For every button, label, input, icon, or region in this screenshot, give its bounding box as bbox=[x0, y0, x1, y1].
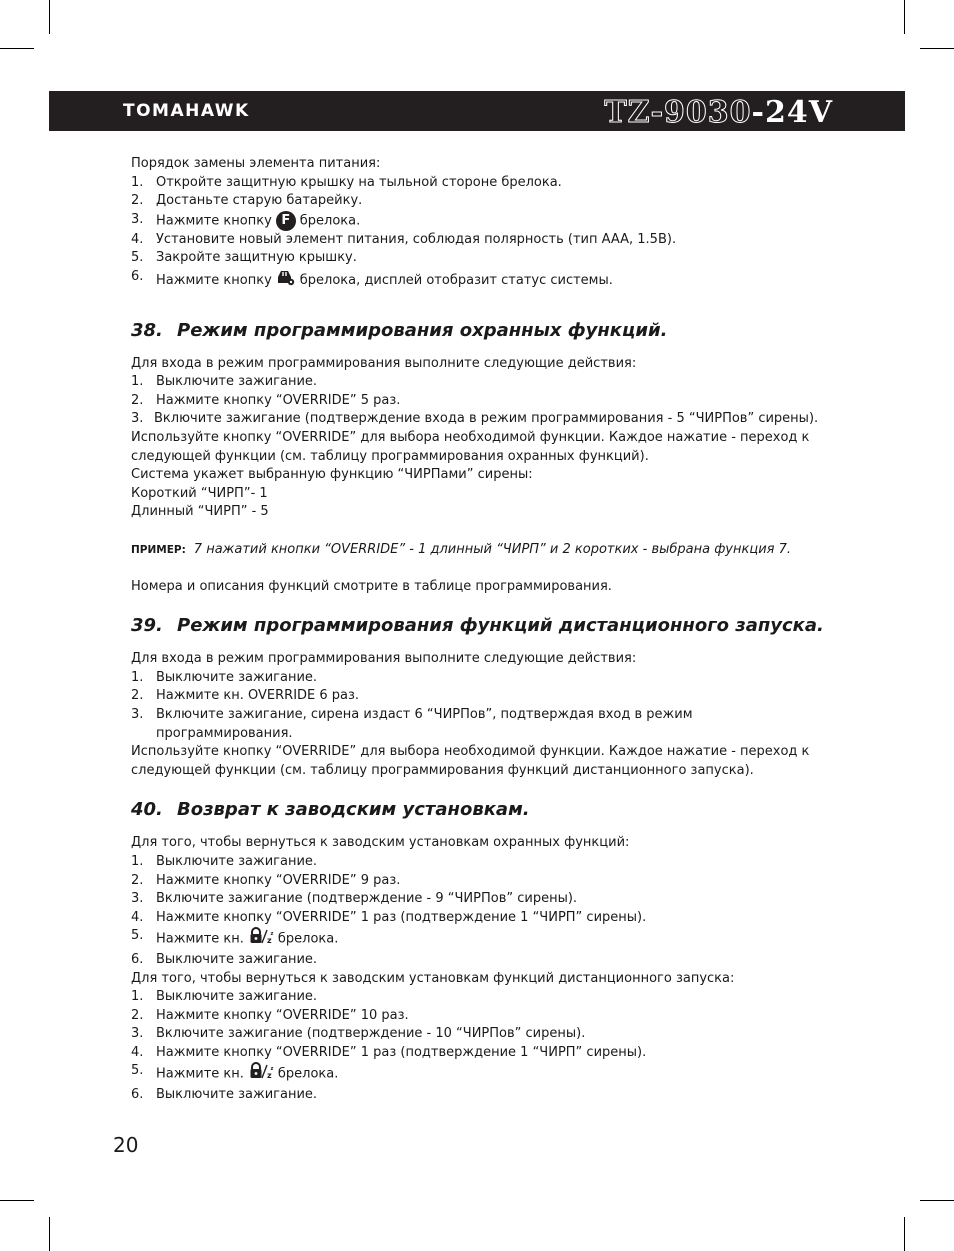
crop-mark bbox=[0, 1200, 34, 1201]
paragraph: Используйте кнопку “OVERRIDE” для выбора необходимой функции. Каждое нажатие - переход к bbox=[131, 430, 810, 446]
list-item: 1. Выключите зажигание. bbox=[131, 853, 318, 869]
section-intro: Для того, чтобы вернуться к заводским установкам функций дистанционного запуска: bbox=[131, 970, 735, 986]
list-item: 4. Нажмите кнопку “OVERRIDE” 1 раз (подтверждение 1 “ЧИРП” сирены). bbox=[131, 909, 647, 925]
list-item: 3. Включите зажигание (подтверждение - 9 “ЧИРПов” сирены). bbox=[131, 891, 578, 907]
svg-text:z: z bbox=[266, 1071, 272, 1080]
page-content bbox=[131, 155, 831, 1105]
crop-mark bbox=[904, 1217, 905, 1251]
model-voltage: -24V bbox=[751, 95, 833, 130]
crop-mark bbox=[904, 0, 905, 34]
list-item: 2. Нажмите кн. OVERRIDE 6 раз. bbox=[131, 688, 360, 704]
list-item: 6. Выключите зажигание. bbox=[131, 1087, 318, 1103]
crop-mark bbox=[0, 48, 34, 49]
list-item: 1. Выключите зажигание. bbox=[131, 669, 318, 685]
list-item: 3. Включите зажигание, сирена издаст 6 “ЧИРПов”, подтверждая вход в режим программирования. bbox=[131, 706, 693, 741]
crop-mark bbox=[920, 1200, 954, 1201]
list-item: 2. Нажмите кнопку “OVERRIDE” 9 раз. bbox=[131, 872, 401, 888]
svg-text:z: z bbox=[266, 936, 272, 945]
section-38-heading: 38. Режим программирования охранных функций. bbox=[131, 319, 668, 341]
list-item: 2. Достаньте старую батарейку. bbox=[131, 193, 363, 209]
list-item: 6. Выключите зажигание. bbox=[131, 951, 318, 967]
section-intro: Для того, чтобы вернуться к заводским установкам охранных функций: bbox=[131, 835, 630, 851]
list-item: 4. Установите новый элемент питания, соблюдая полярность (тип AAA, 1.5В). bbox=[131, 231, 677, 247]
list-item: 1. Выключите зажигание. bbox=[131, 374, 318, 390]
car-key-icon bbox=[276, 268, 296, 293]
svg-text:z: z bbox=[270, 1066, 274, 1073]
lock-sleep-icon bbox=[248, 1062, 274, 1086]
paragraph: следующей функции (см. таблицу программирования охранных функций). bbox=[131, 448, 649, 464]
list-item: 4. Нажмите кнопку “OVERRIDE” 1 раз (подтверждение 1 “ЧИРП” сирены). bbox=[131, 1044, 647, 1060]
svg-text:z: z bbox=[270, 931, 274, 938]
model-title bbox=[604, 95, 833, 130]
section-intro: Для входа в режим программирования выполните следующие действия: bbox=[131, 355, 637, 371]
brand-logo: TOMAHAWK bbox=[123, 101, 250, 121]
battery-title: Порядок замены элемента питания: bbox=[131, 156, 381, 171]
example-note: ПРИМЕР: 7 нажатий кнопки “OVERRIDE” - 1 длинный “ЧИРП” и 2 коротких - выбрана функция 7. bbox=[131, 542, 792, 557]
list-item: 3. Включите зажигание (подтверждение входа в режим программирования - 5 “ЧИРПов” сирены). bbox=[131, 411, 819, 427]
list-item: 2. Нажмите кнопку “OVERRIDE” 5 раз. bbox=[131, 392, 401, 408]
lock-sleep-icon bbox=[248, 927, 274, 951]
paragraph: Номера и описания функций смотрите в таблице программирования. bbox=[131, 578, 612, 594]
list-item: 3. Включите зажигание (подтверждение - 10 “ЧИРПов” сирены). bbox=[131, 1026, 586, 1042]
section-intro: Для входа в режим программирования выполните следующие действия: bbox=[131, 651, 637, 667]
crop-mark bbox=[920, 48, 954, 49]
model-name: TZ-9030 bbox=[604, 95, 752, 130]
page-header bbox=[49, 91, 905, 131]
list-item: 5. Закройте защитную крышку. bbox=[131, 250, 357, 266]
paragraph: Используйте кнопку “OVERRIDE” для выбора необходимой функции. Каждое нажатие - переход к bbox=[131, 744, 810, 760]
list-item: 6. Нажмите кнопку брелока, дисплей отобразит статус системы. bbox=[131, 268, 831, 293]
paragraph: Система укажет выбранную функцию “ЧИРПами” сирены: bbox=[131, 467, 533, 483]
list-item: 3. Нажмите кнопку F брелока. bbox=[131, 211, 831, 231]
crop-mark bbox=[49, 0, 50, 34]
paragraph: Короткий “ЧИРП”- 1 bbox=[131, 485, 268, 501]
list-item: 1. Откройте защитную крышку на тыльной стороне брелока. bbox=[131, 174, 562, 190]
paragraph: следующей функции (см. таблицу программирования функций дистанционного запуска). bbox=[131, 762, 754, 778]
list-item: 1. Выключите зажигание. bbox=[131, 989, 318, 1005]
f-button-icon: F bbox=[276, 211, 296, 231]
section-40-heading: 40. Возврат к заводским установкам. bbox=[131, 799, 530, 821]
paragraph: Длинный “ЧИРП” - 5 bbox=[131, 504, 269, 520]
list-item: 5. Нажмите кн. z z брелока. bbox=[131, 1062, 831, 1086]
section-39-heading: 39. Режим программирования функций дистанционного запуска. bbox=[131, 615, 824, 637]
list-item: 2. Нажмите кнопку “OVERRIDE” 10 раз. bbox=[131, 1007, 409, 1023]
page-number: 20 bbox=[113, 1133, 139, 1157]
list-item: 5. Нажмите кн. z z брелока. bbox=[131, 927, 831, 951]
crop-mark bbox=[49, 1217, 50, 1251]
